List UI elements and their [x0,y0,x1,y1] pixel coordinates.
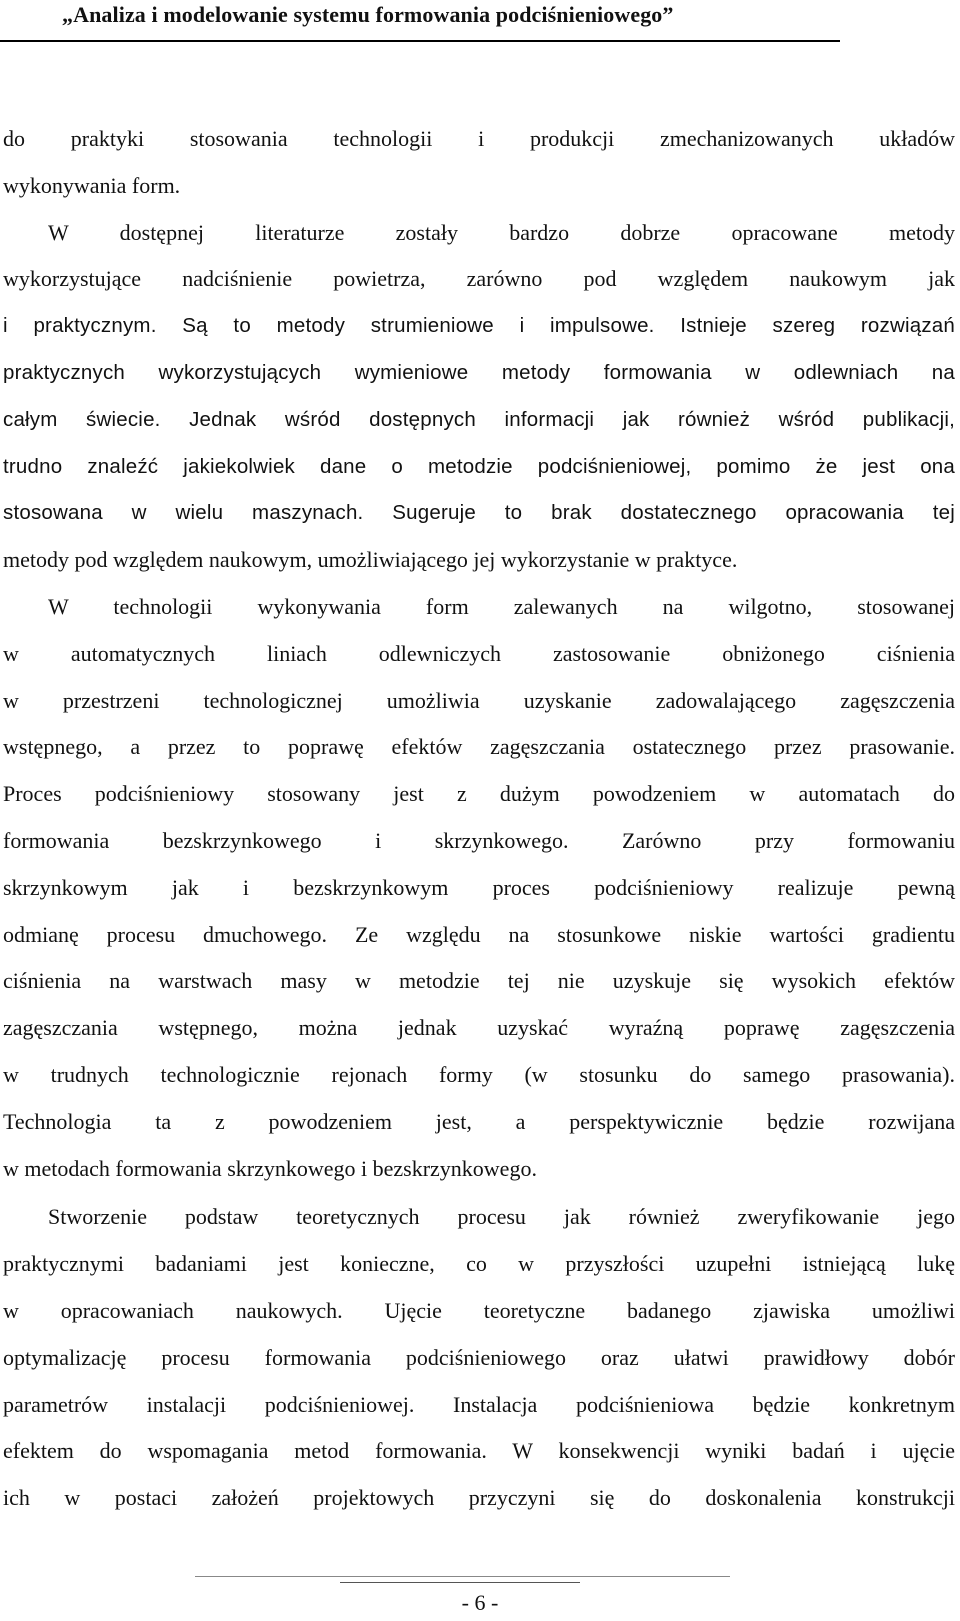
footer-divider-short [340,1582,580,1583]
footer-divider [195,1576,730,1577]
text-line: zagęszczania wstępnego, można jednak uzyskać wyraźną poprawę zagęszczenia [3,1015,955,1041]
text-line: wykorzystujące nadciśnienie powietrza, zarówno pod względem naukowym jak [3,266,955,292]
text-line: parametrów instalacji podciśnieniowej. Instalacja podciśnieniowa będzie konkretnym [3,1391,955,1417]
text-line: trudno znaleźć jakiekolwiek dane o metodzie podciśnieniowej, pomimo że jest ona [3,454,955,478]
text-line: wstępnego, a przez to poprawę efektów zagęszczania ostatecznego przez prasowanie. [3,734,955,760]
text-line: W dostępnej literaturze zostały bardzo dobrze opracowane metody [48,219,955,245]
body-text [3,116,955,1522]
text-line: w przestrzeni technologicznej umożliwia uzyskanie zadowalającego zagęszczenia [3,687,955,713]
running-header [0,0,840,42]
text-line: w automatycznych liniach odlewniczych zastosowanie obniżonego ciśnienia [3,640,955,666]
text-line: metody pod względem naukowym, umożliwiającego jej wykorzystanie w praktyce. [3,547,738,573]
text-line: w metodach formowania skrzynkowego i bezskrzynkowego. [3,1155,537,1181]
text-line: Stworzenie podstaw teoretycznych procesu jak również zweryfikowanie jego [48,1204,955,1230]
text-line: optymalizację procesu formowania podciśnieniowego oraz ułatwi prawidłowy dobór [3,1344,955,1370]
header-title: „Analiza i modelowanie systemu formowania podciśnieniowego” [62,2,674,27]
text-line: ciśnienia na warstwach masy w metodzie tej nie uzyskuje się wysokich efektów [3,968,955,994]
text-line: wykonywania form. [3,172,181,198]
text-line: całym świecie. Jednak wśród dostępnych informacji jak również wśród publikacji, [3,407,955,431]
text-line: ich w postaci założeń projektowych przyczyni się do doskonalenia konstrukcji [3,1485,955,1511]
text-line: i praktycznym. Są to metody strumieniowe i impulsowe. Istnieje szereg rozwiązań [3,314,955,338]
text-line: odmianę procesu dmuchowego. Ze względu na stosunkowe niskie wartości gradientu [3,921,955,947]
text-line: efektem do wspomagania metod formowania. W konsekwencji wyniki badań i ujęcie [3,1438,955,1464]
text-line: Technologia ta z powodzeniem jest, a perspektywicznie będzie rozwijana [3,1108,955,1134]
page-number: - 6 - [461,1590,499,1615]
text-line: praktycznych wykorzystujących wymieniowe metody formowania w odlewniach na [3,360,955,384]
text-line: stosowana w wielu maszynach. Sugeruje to brak dostatecznego opracowania tej [3,501,955,525]
text-line: W technologii wykonywania form zalewanych na wilgotno, stosowanej [48,593,955,619]
text-line: skrzynkowym jak i bezskrzynkowym proces podciśnieniowy realizuje pewną [3,874,955,900]
text-line: Proces podciśnieniowy stosowany jest z dużym powodzeniem w automatach do [3,781,955,807]
text-line: formowania bezskrzynkowego i skrzynkowego. Zarówno przy formowaniu [3,827,955,853]
text-line: do praktyki stosowania technologii i produkcji zmechanizowanych układów [3,126,955,151]
text-line: praktycznymi badaniami jest konieczne, co w przyszłości uzupełni istniejącą lukę [3,1251,955,1277]
text-line: w opracowaniach naukowych. Ujęcie teoretyczne badanego zjawiska umożliwi [3,1297,955,1323]
text-line: w trudnych technologicznie rejonach formy (w stosunku do samego prasowania). [3,1061,955,1087]
